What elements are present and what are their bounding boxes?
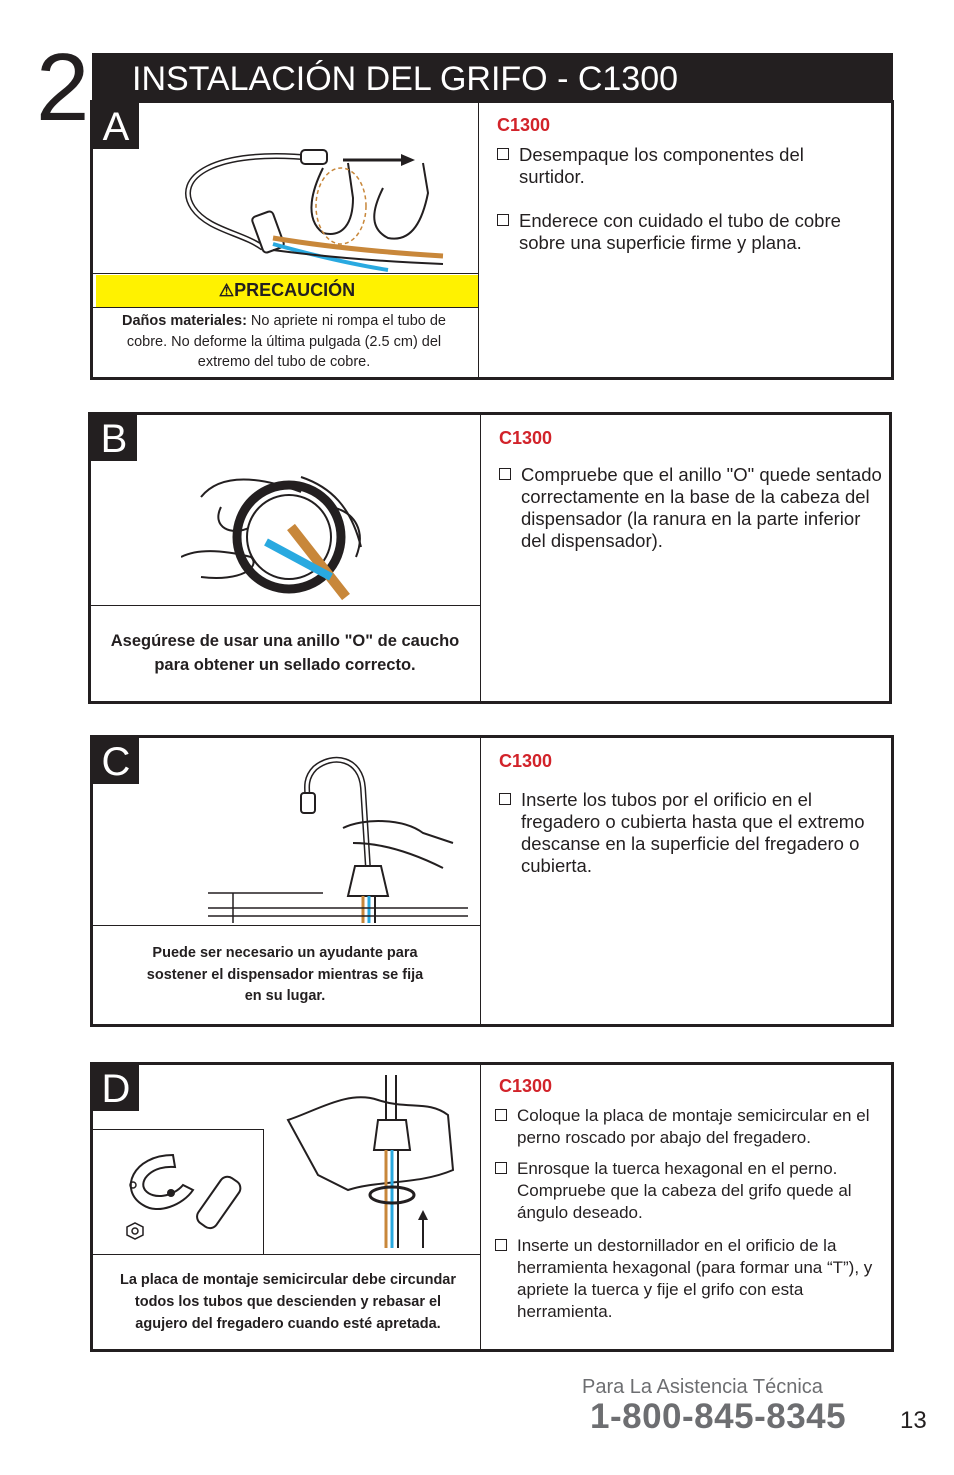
support-label: Para La Asistencia Técnica <box>582 1376 823 1398</box>
step-a-1: Desempaque los componentes del surtidor. <box>497 144 817 188</box>
checkbox-icon <box>495 1162 507 1174</box>
step-d-3: Inserte un destornillador en el orificio de la herramienta hexagonal (para formar una “T”), y apriete la tuerca y fije el grifo con esta herramienta. <box>495 1235 887 1323</box>
caution-text <box>103 311 465 373</box>
step-b-1: Compruebe que el anillo "O" quede sentado correctamente en la base de la cabeza del dispensador (la ranura en la parte inferior del dispensador). <box>499 464 887 552</box>
support-phone: 1-800-845-8345 <box>590 1397 847 1436</box>
checkbox-icon <box>497 148 509 160</box>
page-number: 13 <box>900 1407 927 1434</box>
warning-triangle-icon: ⚠ <box>218 281 235 300</box>
checkbox-icon <box>495 1109 507 1121</box>
checkbox-icon <box>499 468 511 480</box>
under-sink-mounting-illustration <box>278 1070 473 1250</box>
caution-body: No apriete ni rompa el tubo de cobre. No deforme la última pulgada (2.5 cm) del extremo del tubo de cobre. <box>126 313 446 370</box>
panel-c <box>90 735 894 1027</box>
caution-title: PRECAUCIÓN <box>234 280 356 300</box>
section-title: INSTALACIÓN DEL GRIFO - C1300 <box>92 53 893 103</box>
step-number: 2 <box>36 34 90 141</box>
panel-letter-b: B <box>91 415 137 461</box>
panel-letter-a: A <box>93 103 139 149</box>
step-a-2: Enderece con cuidado el tubo de cobre sobre una superficie firme y plana. <box>497 210 889 254</box>
step-d-1: Coloque la placa de montaje semicircular en el perno roscado por abajo del fregadero. <box>495 1105 887 1149</box>
checkbox-icon <box>497 214 509 226</box>
model-label-b: C1300 <box>499 428 553 448</box>
o-ring-illustration <box>181 437 471 607</box>
mounting-plate-nut-tool-illustration <box>113 1145 261 1245</box>
panel-d <box>90 1062 894 1352</box>
mounting-plate-note: La placa de montaje semicircular debe circundar todos los tubos que descienden y rebasar el agujero del fregadero cuando esté apretada. <box>119 1272 457 1332</box>
checkbox-icon <box>495 1239 507 1251</box>
step-c-1: Inserte los tubos por el orificio en el fregadero o cubierta hasta que el extremo descanse en la superficie del fregadero o cubierta. <box>499 789 879 877</box>
panel-letter-c: C <box>93 738 139 784</box>
panel-letter-d: D <box>93 1065 139 1111</box>
model-label-a: C1300 <box>497 115 551 135</box>
helper-note: Puede ser necesario un ayudante para sostener el dispensador mientras se fija en su lugar. <box>146 945 424 1004</box>
model-label-c: C1300 <box>499 751 553 771</box>
model-label-d: C1300 <box>499 1076 553 1096</box>
panel-a <box>90 100 894 380</box>
caution-bar <box>96 275 478 307</box>
checkbox-icon <box>499 793 511 805</box>
caution-bold-label: Daños materiales: <box>121 313 247 329</box>
panel-b <box>88 412 892 704</box>
unpack-straighten-tube-illustration <box>173 138 473 273</box>
o-ring-note: Asegúrese de usar una anillo "O" de caucho para obtener un sellado correcto. <box>110 632 460 674</box>
insert-tubes-illustration <box>203 748 473 926</box>
step-d-2: Enrosque la tuerca hexagonal en el perno. Compruebe que la cabeza del grifo quede al ángulo deseado. <box>495 1158 887 1224</box>
